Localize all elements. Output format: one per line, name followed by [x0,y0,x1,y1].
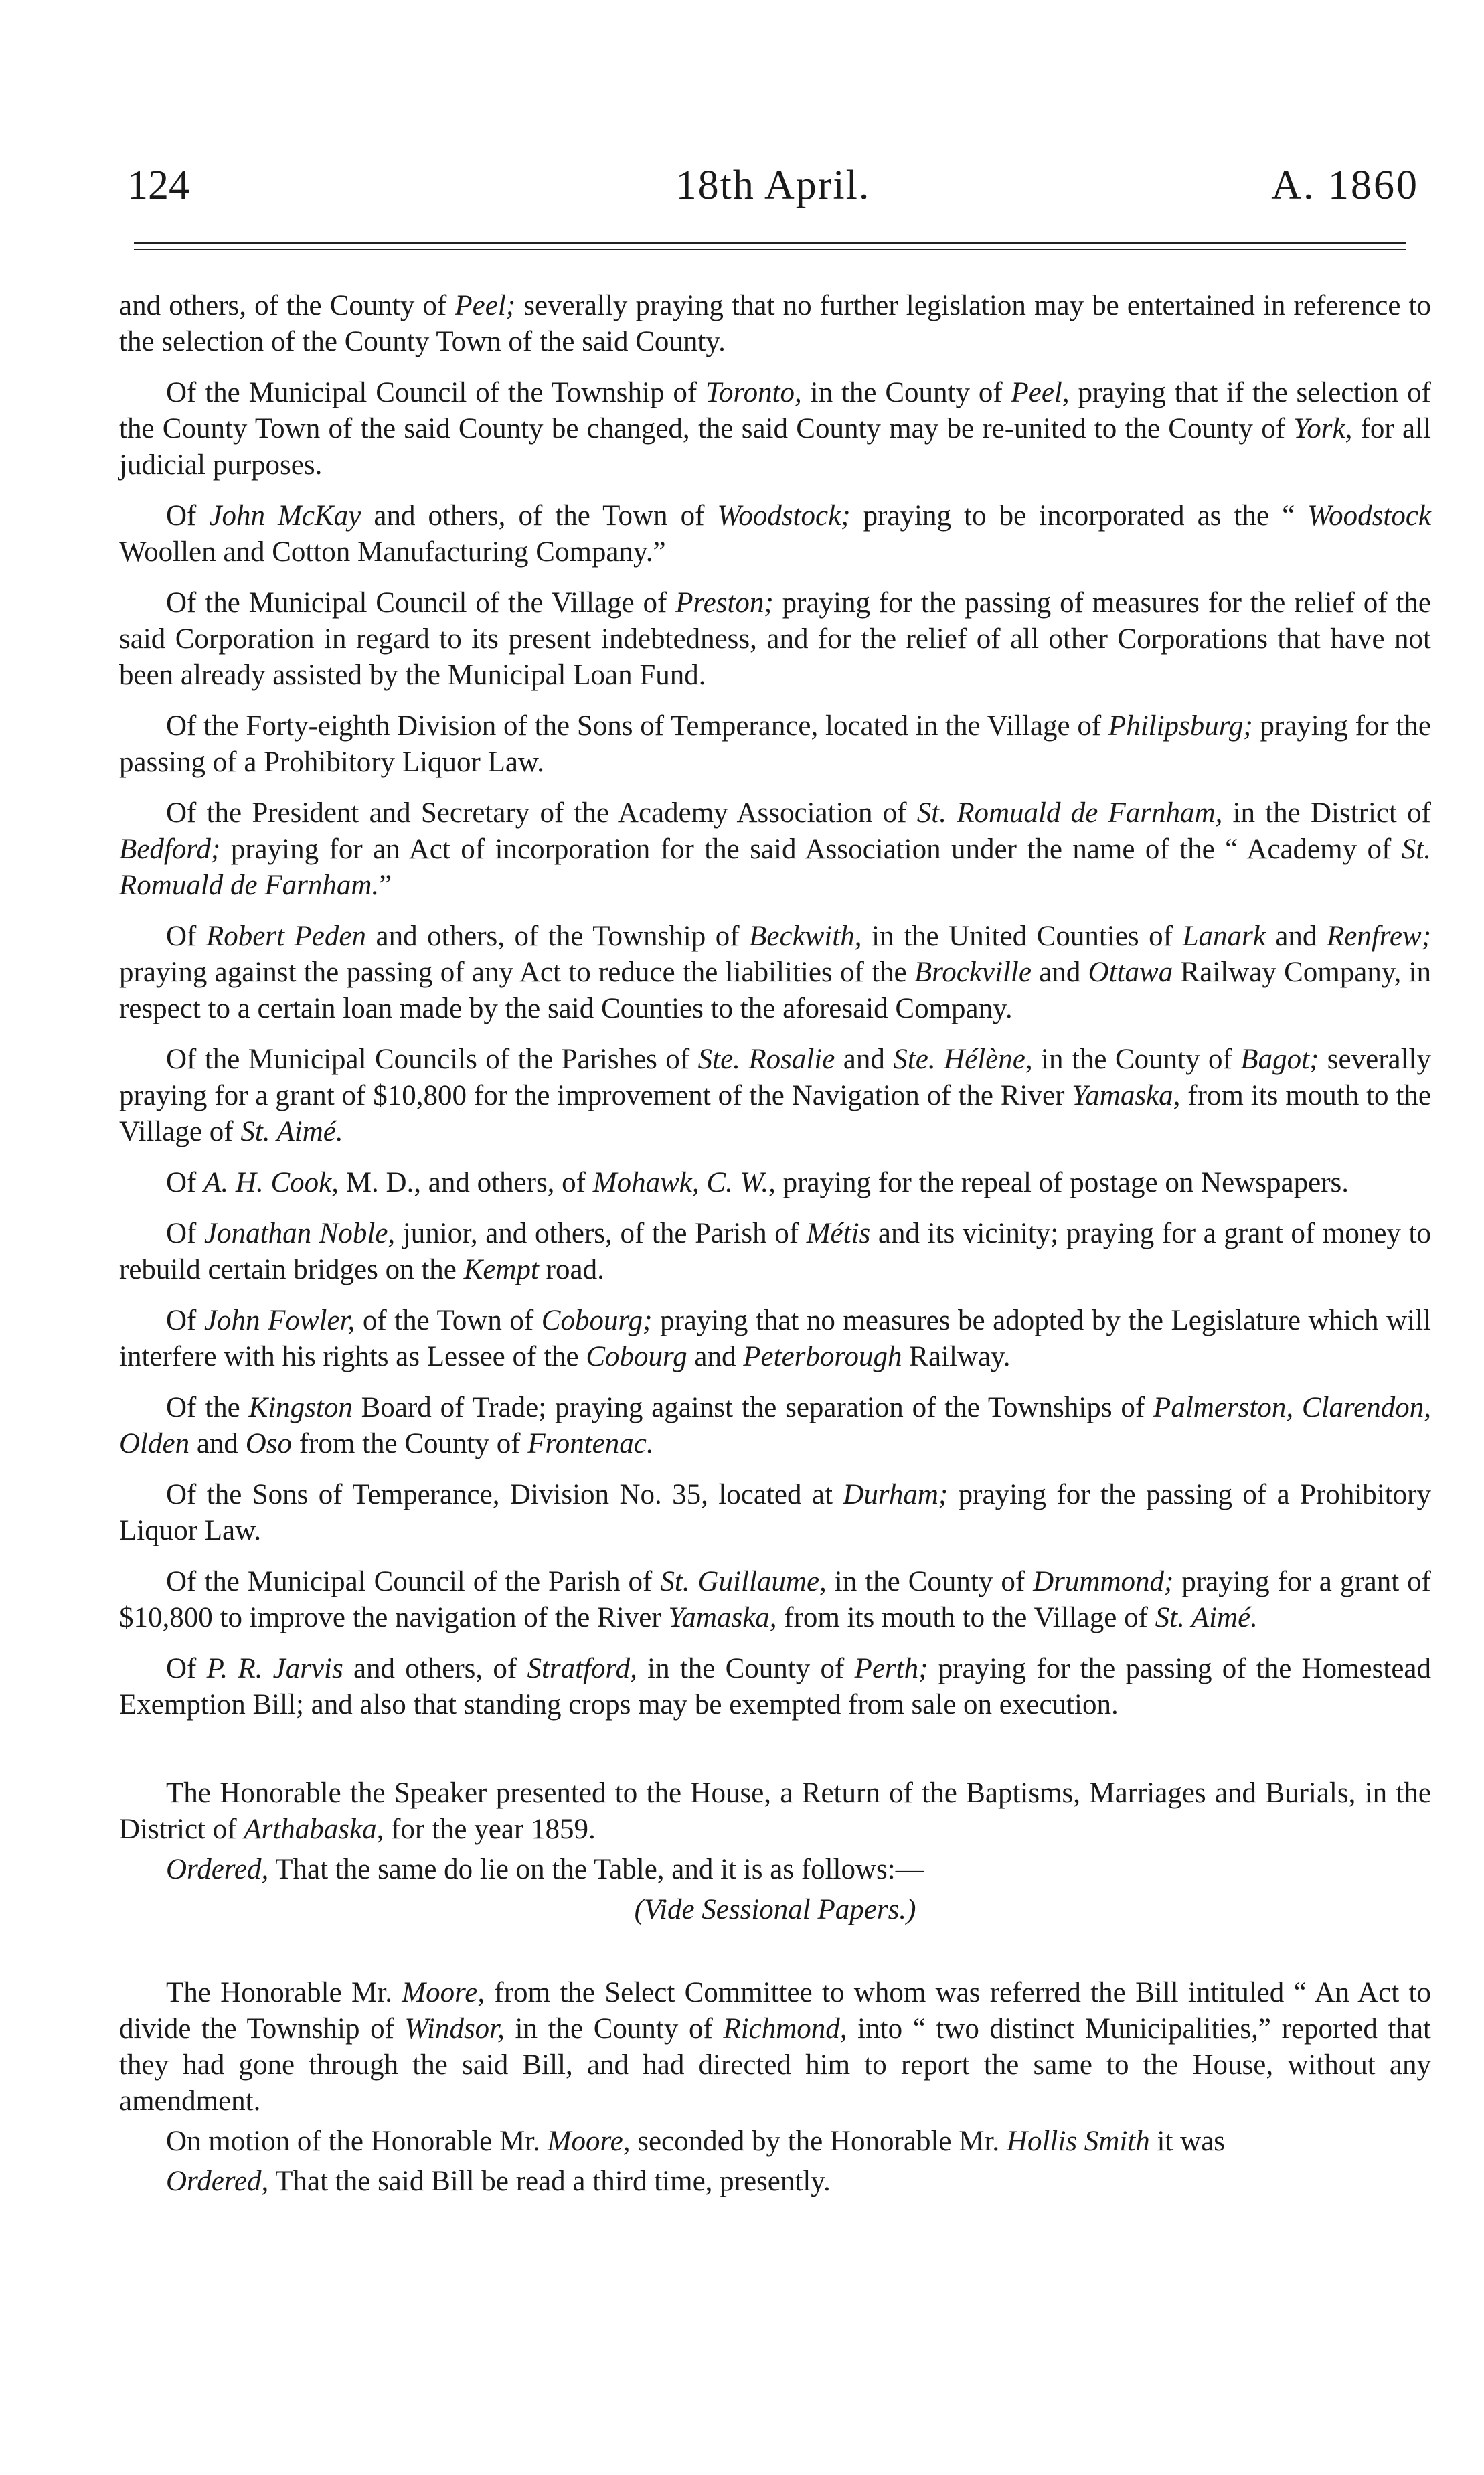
text-run: and [1031,957,1088,988]
paragraph-petition-mohawk-postage [119,1165,1431,1201]
text-run: praying for the passing of the Homestead Exemption Bill; and also that standing crops may be exempted from sale on execution. [119,1653,1431,1721]
text-run: That the same do lie on the Table, and it is as follows:— [268,1854,924,1885]
text-run: Of [166,1305,204,1336]
text-run: Of [166,500,210,532]
text-run: Woollen and Cotton Manufacturing Company.” [119,536,666,568]
running-head-year: A. 1860 [1271,163,1419,208]
text-run: and [835,1044,894,1075]
running-head-date: 18th April. [675,163,871,208]
paragraph-petition-metis-bridges [119,1216,1431,1288]
italic-run: St. Romuald de Farnham. [119,833,1431,901]
text-run: for the year 1859. [384,1814,596,1845]
italic-run: Ordered, [166,1854,269,1885]
text-run: junior, and others, of the Parish of [395,1218,807,1249]
text-run: Railway Company, in respect to a certain loan made by the said Counties to the aforesaid Company. [119,957,1431,1024]
text-run: in the County of [826,1566,1034,1597]
italic-run: Windsor, [404,2013,505,2045]
paragraph-petition-cobourg-railway [119,1303,1431,1375]
text-run: into “ two distinct Municipalities,” reported that they had gone through the said Bill, and had directed him to report the same to the House, without any amendment. [119,2013,1431,2117]
text-run: Of [166,921,206,952]
italic-run: Beckwith, [749,921,862,952]
italic-run: Palmerston, Clarendon, Olden [119,1392,1431,1459]
italic-run: Toronto, [706,377,802,408]
italic-run: York, [1293,413,1353,445]
italic-run: Bedford; [119,833,221,865]
text-run: road. [538,1254,604,1285]
italic-run: Kingston [248,1392,353,1423]
italic-run: Mohawk, C. W., [592,1167,776,1198]
italic-run: Arthabaska, [244,1814,384,1845]
text-run: for all judicial purposes. [119,413,1431,481]
text-run: The Honorable the Speaker presented to the House, a Return of the Baptisms, Marriages and Burials, in the District of [119,1777,1431,1845]
italic-run: Ordered, [166,2166,269,2197]
text-run: in the County of [1032,1044,1241,1075]
italic-run: Oso [245,1428,292,1459]
text-run: ) [906,1894,916,1925]
text-run: in the County of [637,1653,855,1684]
text-run: and its vicinity; praying for a grant of money to rebuild certain bridges on the [119,1218,1432,1285]
text-run: in the District of [1222,797,1431,829]
text-run: Of the [166,1392,249,1423]
text-run: praying for the passing of a Prohibitory Liquor Law. [119,710,1432,778]
italic-run: Renfrew; [1327,921,1432,952]
italic-run: P. R. Jarvis [206,1653,343,1684]
italic-run: St. Aimé. [240,1116,343,1147]
text-run: On motion of the Honorable Mr. [166,2126,548,2157]
text-run: and [687,1341,744,1372]
paragraph-ordered-lie-on-table [119,1852,1431,1888]
italic-run: Cobourg [586,1341,687,1372]
italic-run: Yamaska, [1072,1080,1181,1111]
paragraph-petition-woodstock-woollen [119,498,1431,570]
italic-run: Durham; [843,1479,949,1510]
italic-run: Richmond, [723,2013,847,2045]
paragraph-petition-farnham-academy [119,795,1431,904]
paragraph-petition-durham-temperance [119,1477,1431,1549]
paragraph-petition-toronto-township [119,375,1431,483]
text-run: Of the Municipal Council of the Township of [166,377,706,408]
text-run: severally praying that no further legislation may be entertained in reference to the selection of the County Town of the said County. [119,290,1431,357]
text-run: ( [634,1894,644,1925]
text-run: Of the Municipal Council of the Village of [166,587,676,619]
text-run: and [1265,921,1327,952]
text-run: praying for the passing of a Prohibitory Liquor Law. [119,1479,1431,1546]
text-run: and others, of the County of [119,290,455,321]
text-run: Of the Forty-eighth Division of the Sons of Temperance, located in the Village of [166,710,1108,742]
italic-run: Ste. Hélène, [893,1044,1033,1075]
text-run: Railway. [902,1341,1011,1372]
italic-run: Vide Sessional Papers. [643,1894,907,1925]
italic-run: Ste. Rosalie [697,1044,835,1075]
italic-run: Kempt [463,1254,539,1285]
text-run: severally praying for a grant of $10,800 for the improvement of the Navigation of the River [119,1044,1431,1111]
italic-run: Peel, [1011,377,1070,408]
text-run: praying that no measures be adopted by the Legislature which will interfere with his rights as Lessee of the [119,1305,1431,1372]
text-run: and others, of the Town of [361,500,718,532]
page-number: 124 [127,163,189,208]
italic-run: Woodstock; [717,500,851,532]
text-run: ” [379,870,392,901]
italic-run: Preston; [675,587,774,619]
header-rule-thin [134,249,1406,250]
paragraph-petition-kingston-board [119,1390,1431,1462]
text-run: praying for a grant of $10,800 to improve the navigation of the River [119,1566,1431,1633]
text-run: Of [166,1653,207,1684]
italic-run: Perth; [854,1653,928,1684]
paragraph-petition-philipsburg-temperance [119,708,1431,781]
italic-run: Hollis Smith [1006,2126,1150,2157]
text-run: M. D., and others, of [338,1167,593,1198]
italic-run: Cobourg; [541,1305,653,1336]
text-run: in the County of [801,377,1011,408]
text-run: Of the President and Secretary of the Academy Association of [166,797,917,829]
text-run: praying that if the selection of the County Town of the said County be changed, the said County may be re-united to the County of [119,377,1431,445]
italic-run: Philipsburg; [1108,710,1253,742]
italic-run: John McKay [209,500,361,532]
text-run: in the United Counties of [861,921,1183,952]
text-run: Of the Municipal Council of the Parish of [166,1566,661,1597]
italic-run: Woodstock [1307,500,1431,532]
italic-run: St. Romuald de Farnham, [916,797,1223,829]
italic-run: Peterborough [743,1341,902,1372]
text-run: Board of Trade; praying against the separation of the Townships of [352,1392,1154,1423]
italic-run: Ottawa [1088,957,1173,988]
header-rule [134,242,1406,244]
italic-run: Peel; [455,290,516,321]
italic-run: St. Guillaume, [660,1566,827,1597]
text-run: from the County of [291,1428,528,1459]
italic-run: St. Aimé. [1155,1602,1258,1633]
paragraph-petition-bagot-parishes [119,1042,1431,1150]
text-run: The Honorable Mr. [166,1977,402,2008]
paragraph-petition-stratford-homestead [119,1651,1431,1723]
paragraph-speaker-return-arthabaska [119,1775,1431,1848]
text-run: praying for the passing of measures for the relief of the said Corporation in regard to its present indebtedness, and for the relief of all other Corporations that have not been already assisted by the Municipal Loan Fund. [119,587,1432,691]
italic-run: A. H. Cook, [203,1167,339,1198]
italic-run: John Fowler, [203,1305,355,1336]
text-run: seconded by the Honorable Mr. [630,2126,1007,2157]
text-run: from its mouth to the Village of [776,1602,1155,1633]
text-run: praying to be incorporated as the “ [850,500,1308,532]
italic-run: Yamaska, [668,1602,777,1633]
paragraph-vide-sessional-papers [119,1892,1431,1928]
text-run: praying for the repeal of postage on Newspapers. [775,1167,1349,1198]
text-run: it was [1149,2126,1226,2157]
italic-run: Frontenac. [527,1428,654,1459]
paragraph-motion-moore-smith [119,2124,1431,2160]
text-run: That the said Bill be read a third time, presently. [268,2166,831,2197]
italic-run: Moore, [402,1977,485,2008]
paragraph-petition-peel-county-town [119,288,1431,360]
text-run: from the Select Committee to whom was referred the Bill intituled “ An Act to divide the Township of [119,1977,1431,2045]
paragraph-petition-preston-village [119,585,1431,694]
italic-run: Brockville [914,957,1032,988]
text-run: Of the Sons of Temperance, Division No. 35, located at [166,1479,843,1510]
italic-run: Robert Peden [205,921,366,952]
italic-run: Stratford, [527,1653,637,1684]
text-run: in the County of [504,2013,724,2045]
italic-run: Drummond; [1033,1566,1174,1597]
text-run: Of [166,1167,204,1198]
text-run: and others, of [343,1653,527,1684]
paragraph-petition-beckwith-township [119,919,1431,1027]
text-run: praying against the passing of any Act to reduce the liabilities of the [119,957,914,988]
italic-run: Métis [806,1218,871,1249]
text-run: Of [166,1218,205,1249]
text-run: from its mouth to the Village of [119,1080,1431,1147]
running-head [127,155,1419,216]
paragraph-committee-report-windsor-bill [119,1975,1431,2120]
text-run: of the Town of [355,1305,542,1336]
text-run: and [189,1428,246,1459]
italic-run: Lanark [1182,921,1266,952]
text-run: and others, of the Township of [365,921,750,952]
italic-run: Jonathan Noble, [204,1218,396,1249]
body-text [119,288,1431,2215]
italic-run: Bagot; [1240,1044,1319,1075]
italic-run: Moore, [547,2126,631,2157]
text-run: praying for an Act of incorporation for the said Association under the name of the “ Academy of [220,833,1402,865]
paragraph-petition-st-guillaume [119,1564,1431,1636]
paragraph-ordered-third-reading [119,2164,1431,2200]
text-run: Of the Municipal Councils of the Parishes of [166,1044,698,1075]
